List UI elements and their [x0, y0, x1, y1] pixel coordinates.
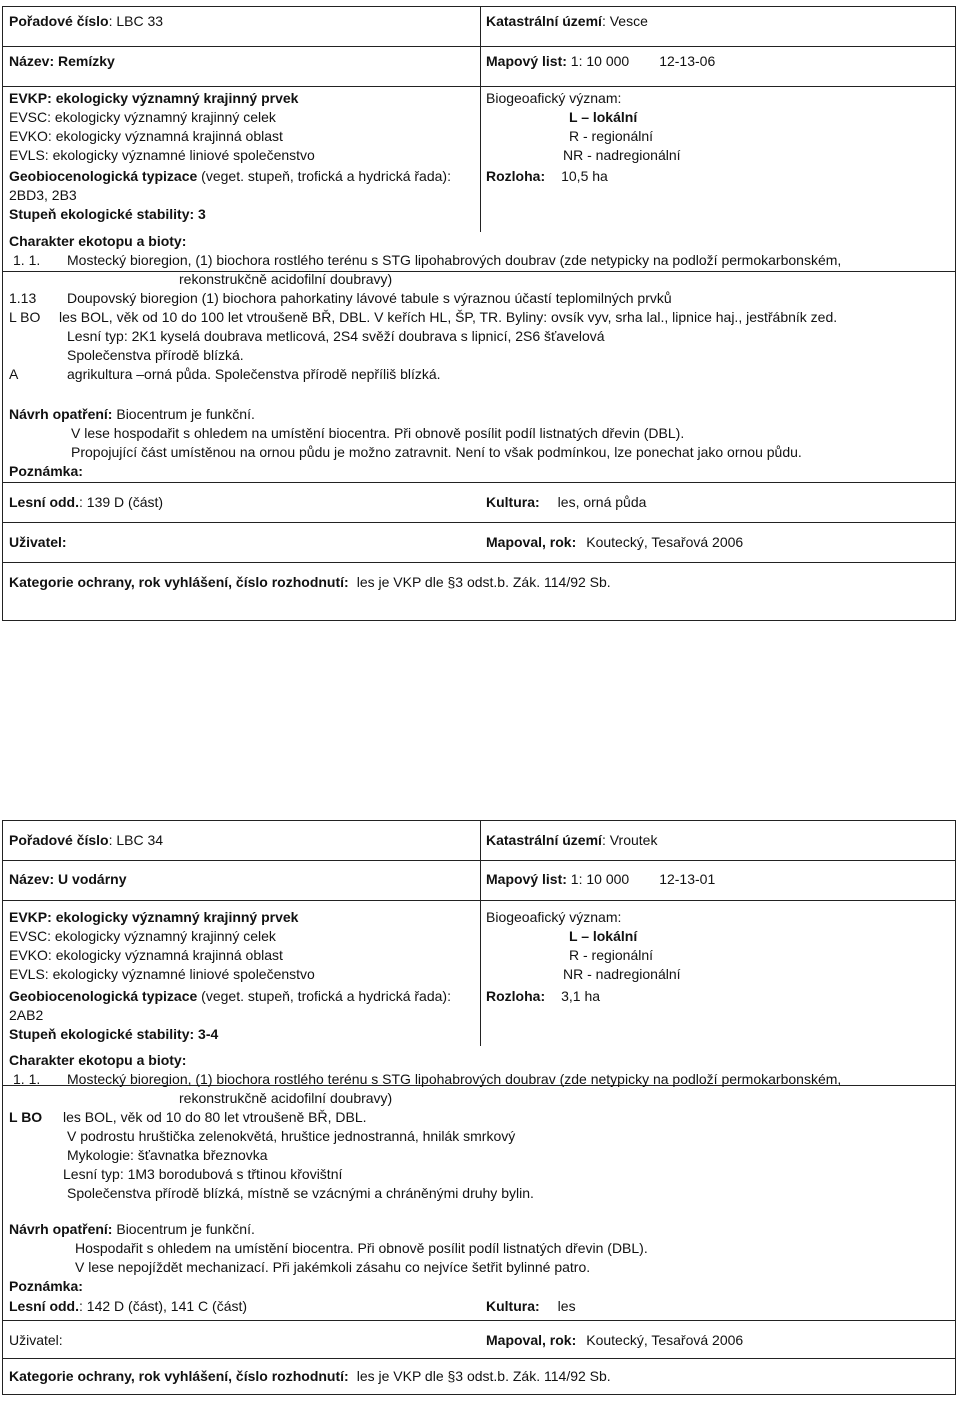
- katastralni-uzemi: Katastrální území: Vroutek: [486, 832, 658, 848]
- poznamka: Poznámka:: [9, 1278, 83, 1294]
- charakter-label: Charakter ekotopu a bioty:: [9, 1052, 187, 1068]
- legend-evsc: EVSC: ekologicky významný krajinný celek: [9, 109, 276, 125]
- kultura: Kultura: les: [486, 1298, 576, 1314]
- char-text-6: Lesní typ: 1M3 borodubová s třtinou křovištní: [63, 1166, 343, 1182]
- mapoval: Mapoval, rok: Koutecký, Tesařová 2006: [486, 1332, 744, 1348]
- kategorie-ochrany: Kategorie ochrany, rok vyhlášení, číslo rozhodnutí: les je VKP dle §3 odst.b. Zák. 114/92 Sb.: [9, 574, 611, 590]
- char-text-3: les BOL, věk od 10 do 80 let vtroušeně BŘ, DBL.: [63, 1109, 367, 1125]
- bio-level-nadregional: NR - nadregionální: [563, 966, 681, 982]
- char-code-1: 1. 1.: [13, 252, 41, 268]
- char-code-3: 1.13: [9, 290, 37, 306]
- legend-evls: EVLS: ekologicky významné liniové společenstvo: [9, 966, 315, 982]
- legend-evkp: EVKP: ekologicky významný krajinný prvek: [9, 909, 299, 925]
- legend-evko: EVKO: ekologicky významná krajinná oblast: [9, 128, 283, 144]
- bio-label: Biogeoafický význam:: [486, 90, 622, 106]
- char-text-1: Mostecký bioregion, (1) biochora rostlého terénu s STG lipohabrových doubrav (zde netypicky na podloží permokarbonském,: [67, 1071, 842, 1087]
- stupen-stability: Stupeň ekologické stability: 3: [9, 206, 206, 222]
- uzivatel: Uživatel:: [9, 1332, 63, 1348]
- legend-evko: EVKO: ekologicky významná krajinná oblast: [9, 947, 283, 963]
- char-text-7: Společenstva přírodě blízká, místně se vzácnými a chráněnými druhy bylin.: [67, 1185, 534, 1201]
- legend-evls: EVLS: ekologicky významné liniové společenstvo: [9, 147, 315, 163]
- header-row: [3, 7, 955, 47]
- charakter-block: [3, 233, 955, 620]
- name-row: [3, 47, 955, 87]
- record-card-1: [2, 6, 956, 621]
- nazev: Název: U vodárny: [9, 871, 127, 887]
- header-row: [3, 821, 955, 861]
- char-code-1: 1. 1.: [13, 1071, 41, 1087]
- char-text-7: agrikultura –orná půda. Společenstva přírodě nepříliš blízká.: [67, 366, 441, 382]
- char-text-5: Lesní typ: 2K1 kyselá doubrava metlicová, 2S4 svěží doubrava s lipnicí, 2S6 šťavelová: [67, 328, 605, 344]
- charakter-block: [3, 1052, 955, 1394]
- char-text-2: rekonstrukčně acidofilní doubravy): [179, 1090, 393, 1106]
- record-card-2: [2, 820, 956, 1395]
- char-text-4: V podrostu hruštička zelenokvětá, hruštice jednostranná, hnilák smrkový: [67, 1128, 516, 1144]
- geo-typizace: Geobiocenologická typizace (veget. stupeň, trofická a hydrická řada):: [9, 988, 451, 1004]
- poznamka: Poznámka:: [9, 463, 83, 479]
- char-code-3: L BO: [9, 1109, 43, 1125]
- char-text-6: Společenstva přírodě blízká.: [67, 347, 244, 363]
- char-code-4: L BO: [9, 309, 41, 325]
- geo-value: 2BD3, 2B3: [9, 187, 77, 203]
- char-code-7: A: [9, 366, 19, 382]
- navrh-line-1: Hospodařit s ohledem na umístění biocentra. Při obnově posílit podíl listnatých dřevin (DBL).: [75, 1240, 648, 1256]
- rozloha: Rozloha: 10,5 ha: [486, 168, 608, 184]
- bio-level-regional: R - regionální: [569, 947, 654, 963]
- navrh-line-2: Propojující část umístěnou na ornou půdu je možno zatravnit. Není to však podmínkou, lze ponechat jako ornou půdu.: [71, 444, 802, 460]
- mapoval: Mapoval, rok: Koutecký, Tesařová 2006: [486, 534, 744, 550]
- char-text-2: rekonstrukčně acidofilní doubravy): [179, 271, 393, 287]
- poradove-cislo: Pořadové číslo: LBC 34: [9, 832, 164, 848]
- bio-level-regional: R - regionální: [569, 128, 654, 144]
- bio-level-local: L – lokální: [569, 928, 638, 944]
- stupen-stability: Stupeň ekologické stability: 3-4: [9, 1026, 219, 1042]
- char-text-3: Doupovský bioregion (1) biochora pahorkatiny lávové tabule s výraznou účastí teplomilných prvků: [67, 290, 672, 306]
- legend-evkp: EVKP: ekologicky významný krajinný prvek: [9, 90, 299, 106]
- kategorie-ochrany: Kategorie ochrany, rok vyhlášení, číslo rozhodnutí: les je VKP dle §3 odst.b. Zák. 114/92 Sb.: [9, 1368, 611, 1384]
- poradove-cislo: Pořadové číslo: LBC 33: [9, 13, 164, 29]
- navrh-line-2: V lese nepojíždět mechanizací. Při jakémkoli zásahu co nejvíce šetřit bylinné patro.: [75, 1259, 591, 1275]
- bio-level-local: L – lokální: [569, 109, 638, 125]
- navrh-line-1: V lese hospodařit s ohledem na umístění biocentra. Při obnově posílit podíl listnatých dřevin (DBL).: [71, 425, 685, 441]
- name-row: [3, 861, 955, 901]
- char-text-5: Mykologie: šťavnatka březnovka: [67, 1147, 268, 1163]
- geo-value: 2AB2: [9, 1007, 44, 1023]
- nazev: Název: Remízky: [9, 53, 115, 69]
- char-text-1: Mostecký bioregion, (1) biochora rostlého terénu s STG lipohabrových doubrav (zde netypicky na podloží permokarbonském,: [67, 252, 842, 268]
- rozloha: Rozloha: 3,1 ha: [486, 988, 601, 1004]
- navrh-opatreni: Návrh opatření: Biocentrum je funkční.: [9, 406, 255, 422]
- mapovy-list: Mapový list: 1: 10 000 12-13-01: [486, 871, 716, 887]
- bio-level-nadregional: NR - nadregionální: [563, 147, 681, 163]
- uzivatel: Uživatel:: [9, 534, 67, 550]
- lesni-odd: Lesní odd.: 142 D (část), 141 C (část): [9, 1298, 248, 1314]
- mapovy-list: Mapový list: 1: 10 000 12-13-06: [486, 53, 716, 69]
- charakter-label: Charakter ekotopu a bioty:: [9, 233, 187, 249]
- char-text-4: les BOL, věk od 10 do 100 let vtroušeně BŘ, DBL. V keřích HL, ŠP, TR. Byliny: ovsík vyv, srha lal., lipnice haj., jestřábník zed.: [59, 309, 838, 325]
- lesni-odd: Lesní odd.: 139 D (část): [9, 494, 164, 510]
- katastralni-uzemi: Katastrální území: Vesce: [486, 13, 648, 29]
- bio-label: Biogeoafický význam:: [486, 909, 622, 925]
- legend-evsc: EVSC: ekologicky významný krajinný celek: [9, 928, 276, 944]
- navrh-opatreni: Návrh opatření: Biocentrum je funkční.: [9, 1221, 255, 1237]
- geo-typizace: Geobiocenologická typizace (veget. stupeň, trofická a hydrická řada):: [9, 168, 451, 184]
- kultura: Kultura: les, orná půda: [486, 494, 647, 510]
